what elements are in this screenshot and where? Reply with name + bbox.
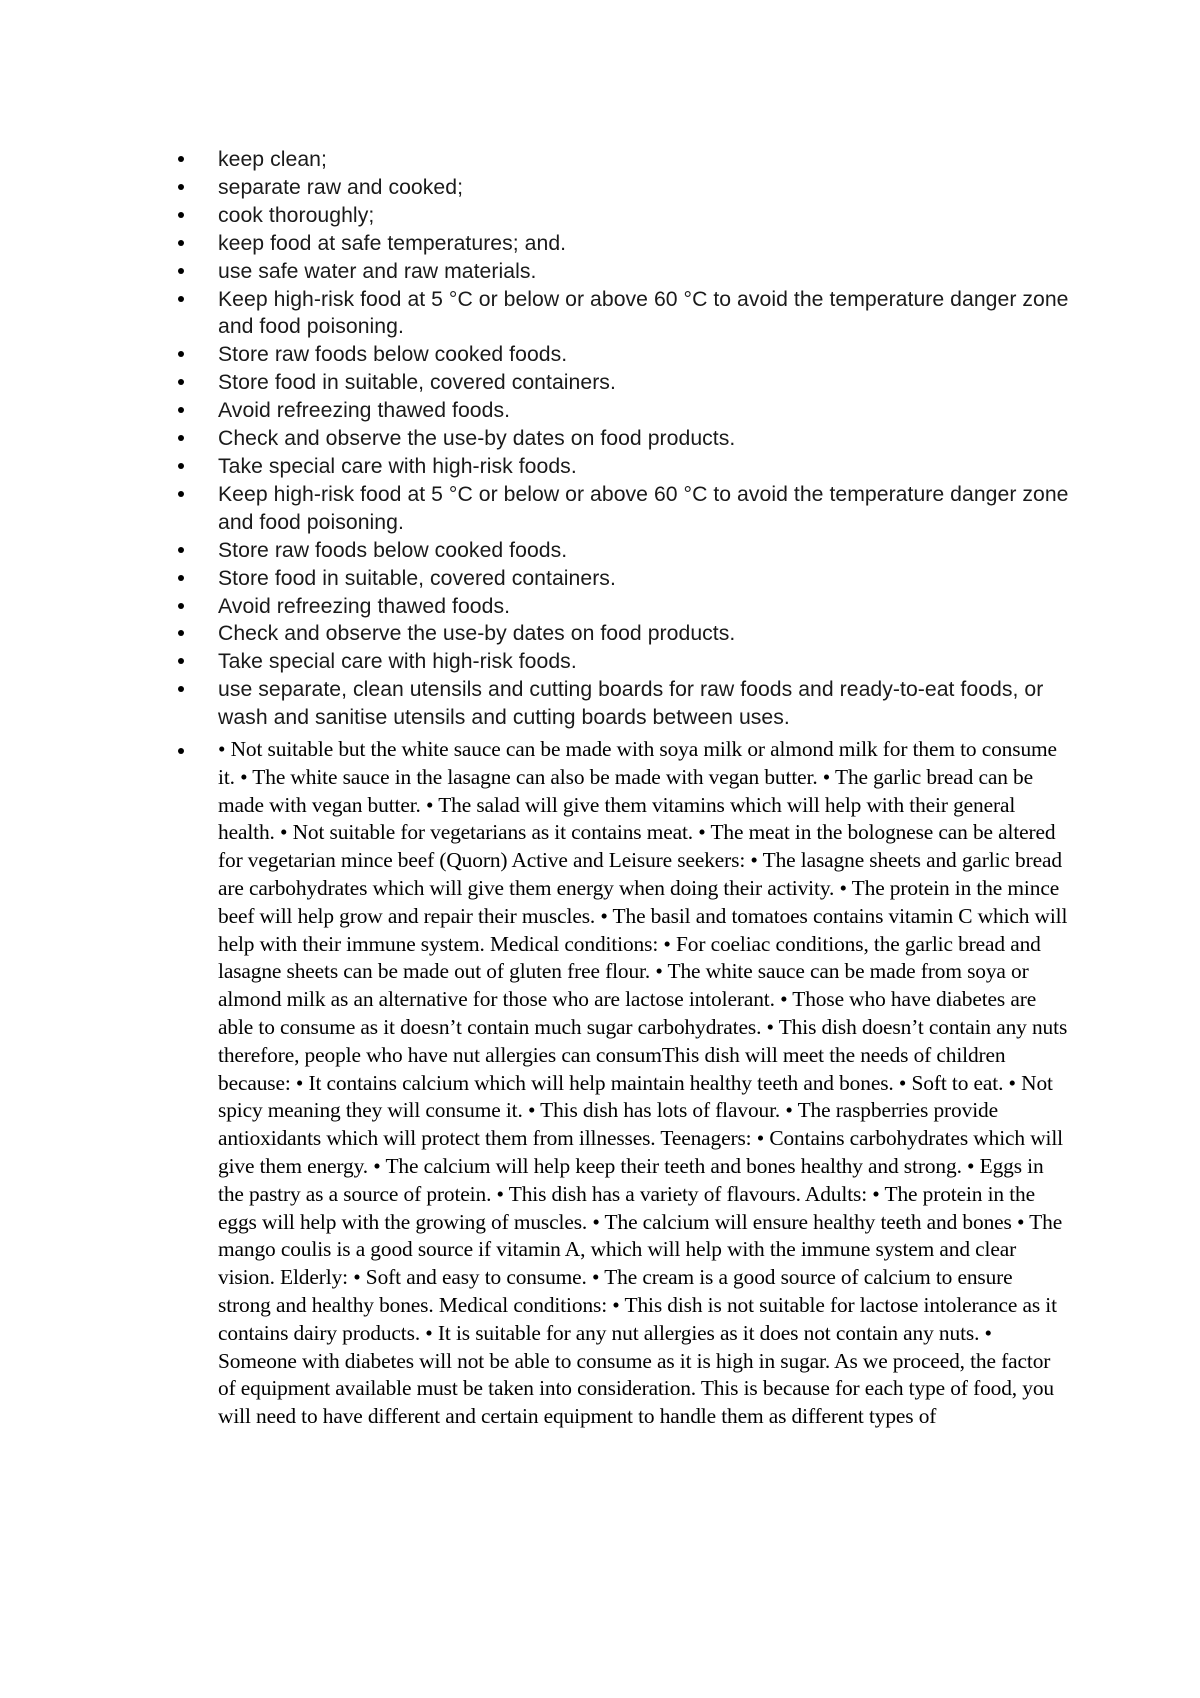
list-item-text: keep clean;: [218, 148, 327, 171]
list-item: [170, 174, 1070, 202]
list-item-text: Take special care with high-risk foods.: [218, 454, 577, 478]
list-item-text: use safe water and raw materials.: [218, 259, 537, 283]
bullet-icon: [178, 463, 184, 469]
list-item-text: keep food at safe temperatures; and.: [218, 231, 567, 255]
list-item-text: Keep high-risk food at 5 °C or below or above 60 °C to avoid the temperature danger zone and food poisoning.: [218, 287, 1069, 339]
list-item-long-text: • Not suitable but the white sauce can be made with soya milk or almond milk for them to consume it. • The white sauce in the lasagne can also be made with vegan butter. • The garlic bread can be made with vegan butter. • The salad will give them vitamins which will help with their general health. • Not suitable for vegetarians as it contains meat. • The meat in the bolognese can be altered for vegetarian mince beef (Quorn) Active and Leisure seekers: • The lasagne sheets and garlic bread are carbohydrates which will give them energy when doing their activity. • The protein in the mince beef will help grow and repair their muscles. • The basil and tomatoes contains vitamin C which will help with their immune system. Medical conditions: • For coeliac conditions, the garlic bread and lasagne sheets can be made out of gluten free flour. • The white sauce can be made from soya or almond milk as an alternative for those who are lactose intolerant. • Those who have diabetes are able to consume as it doesn’t contain much sugar carbohydrates. • This dish doesn’t contain any nuts therefore, people who have nut allergies can consumThis dish will meet the needs of children because: • It contains calcium which will help maintain healthy teeth and bones. • Soft to eat. • Not spicy meaning they will consume it. • This dish has lots of flavour. • The raspberries provide antioxidants which will protect them from illnesses. Teenagers: • Contains carbohydrates which will give them energy. • The calcium will help keep their teeth and bones healthy and strong. • Eggs in the pastry as a source of protein. • This dish has a variety of flavours. Adults: • The protein in the eggs will help with the growing of muscles. • The calcium will ensure healthy teeth and bones • The mango coulis is a good source if vitamin A, which will help with the immune system and clear vision. Elderly: • Soft and easy to consume. • The cream is a good source of calcium to ensure strong and healthy bones. Medical conditions: • This dish is not suitable for lactose intolerance as it contains dairy products. • It is suitable for any nut allergies as it does not contain any nuts. • Someone with diabetes will not be able to consume as it is high in sugar. As we proceed, the factor of equipment available must be taken into consideration. This is because for each type of food, you will need to have different and certain equipment to handle them as different types of: [218, 737, 1068, 1429]
list-item-text: Take special care with high-risk foods.: [218, 650, 577, 674]
list-item-text: Check and observe the use-by dates on food products.: [218, 622, 736, 646]
list-item-text: Store food in suitable, covered containers.: [218, 566, 616, 590]
bullet-list: [170, 146, 1070, 1431]
list-item-text: Store raw foods below cooked foods.: [218, 538, 568, 562]
list-item: [170, 286, 1070, 342]
bullet-icon: [178, 240, 184, 246]
list-item: [170, 565, 1070, 593]
bullet-icon: [178, 351, 184, 357]
list-item-text: separate raw and cooked;: [218, 175, 464, 199]
list-item: [170, 258, 1070, 286]
list-item-text: Store food in suitable, covered containers.: [218, 371, 616, 395]
list-item-text: Check and observe the use-by dates on food products.: [218, 427, 736, 451]
list-item: [170, 369, 1070, 397]
bullet-icon: [178, 184, 184, 190]
list-item-text: Store raw foods below cooked foods.: [218, 343, 568, 367]
list-item-text: use separate, clean utensils and cutting boards for raw foods and ready-to-eat foods, or wash and sanitise utensils and cutting boards between uses.: [218, 678, 1044, 730]
list-item: [170, 537, 1070, 565]
list-item-long: [170, 736, 1070, 1431]
bullet-icon: [178, 435, 184, 441]
bullet-icon: [178, 268, 184, 274]
bullet-icon: [178, 491, 184, 497]
bullet-icon: [178, 630, 184, 636]
bullet-icon: [178, 296, 184, 302]
list-item: [170, 146, 1070, 174]
list-item: [170, 202, 1070, 230]
bullet-icon: [178, 407, 184, 413]
list-item: [170, 397, 1070, 425]
list-item: [170, 620, 1070, 648]
list-item-text: Avoid refreezing thawed foods.: [218, 594, 511, 618]
list-item-text: Avoid refreezing thawed foods.: [218, 399, 511, 423]
list-item: [170, 481, 1070, 537]
list-item: [170, 341, 1070, 369]
bullet-icon: [178, 379, 184, 385]
bullet-icon: [178, 658, 184, 664]
bullet-icon: [178, 603, 184, 609]
bullet-icon: [178, 575, 184, 581]
bullet-icon: [178, 686, 184, 692]
list-item: [170, 593, 1070, 621]
list-item-text: cook thoroughly;: [218, 203, 375, 227]
list-item: [170, 648, 1070, 676]
bullet-icon: [178, 212, 184, 218]
bullet-icon: [178, 156, 184, 162]
bullet-icon: [178, 547, 184, 553]
list-item: [170, 230, 1070, 258]
bullet-icon: [178, 748, 184, 754]
list-item: [170, 453, 1070, 481]
list-item: [170, 676, 1070, 732]
list-item: [170, 425, 1070, 453]
list-item-text: Keep high-risk food at 5 °C or below or above 60 °C to avoid the temperature danger zone and food poisoning.: [218, 482, 1069, 534]
